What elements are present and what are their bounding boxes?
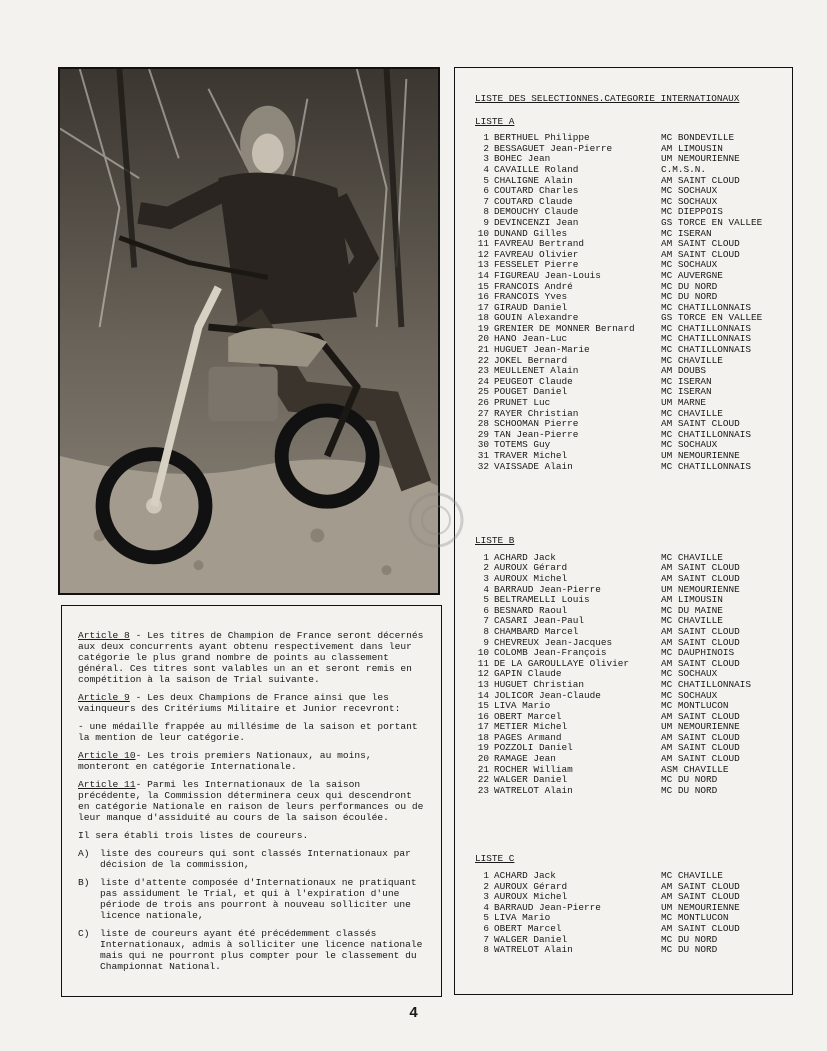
rider-name: CHAMBARD Marcel: [494, 626, 579, 637]
club-name: UM MARNE: [661, 397, 707, 409]
row-number: 22: [477, 354, 489, 366]
club-name: AM DOUBS: [661, 365, 707, 377]
club-name: MC SOCHAUX: [661, 259, 718, 271]
row-number: 2: [483, 142, 489, 154]
row-number: 22: [477, 774, 489, 786]
rider-name: ACHARD Jack: [494, 552, 556, 563]
row-number: 19: [477, 742, 489, 754]
list-row: [475, 250, 786, 261]
list-a: [475, 133, 786, 472]
list-row: [475, 387, 786, 398]
list-row: [475, 585, 786, 596]
club-name: AM SAINT CLOUD: [661, 625, 740, 637]
club-name: C.M.S.N.: [661, 163, 707, 175]
row-number: 9: [483, 636, 489, 648]
list-row: [475, 606, 786, 617]
club-name: MC SOCHAUX: [661, 439, 718, 451]
rider-name: BESSAGUET Jean-Pierre: [494, 143, 613, 154]
list-row: [475, 271, 786, 282]
rider-name: CASARI Jean-Paul: [494, 616, 585, 627]
list-row: [475, 924, 786, 935]
list-row: [475, 659, 786, 670]
list-c: [475, 871, 786, 956]
club-name: AM SAINT CLOUD: [661, 710, 740, 722]
row-number: 23: [477, 784, 489, 796]
club-name: MC CHATILLONNAIS: [661, 460, 752, 472]
rider-name: GAPIN Claude: [494, 669, 562, 680]
row-number: 1: [483, 870, 489, 882]
rider-name: VAISSADE Alain: [494, 461, 573, 472]
rider-name: HANO Jean-Luc: [494, 334, 568, 345]
rider-name: DEVINCENZI Jean: [494, 217, 579, 228]
row-number: 31: [477, 450, 489, 461]
selection-lists: [454, 67, 793, 995]
article-9: [78, 692, 429, 714]
rider-name: CAVAILLE Roland: [494, 164, 579, 175]
list-row: [475, 451, 786, 462]
list-row: [475, 186, 786, 197]
rider-name: POZZOLI Daniel: [494, 743, 573, 754]
club-name: GS TORCE EN VALLEE: [661, 312, 763, 324]
club-name: UM NEMOURIENNE: [661, 153, 740, 165]
list-row: [475, 176, 786, 187]
list-c-title: LISTE C: [475, 853, 515, 865]
club-name: AM SAINT CLOUD: [661, 174, 740, 186]
article-9-title: Article 9: [78, 692, 130, 703]
rider-name: AUROUX Michel: [494, 892, 568, 903]
row-number: 25: [477, 386, 489, 398]
rider-name: BELTRAMELLI Louis: [494, 595, 590, 606]
rider-name: DEMOUCHY Claude: [494, 207, 579, 218]
list-row: [475, 218, 786, 229]
page-number: 4: [409, 1004, 418, 1021]
rider-name: SCHOOMAN Pierre: [494, 419, 579, 430]
watermark-stamp-icon: [404, 488, 468, 552]
list-letter: A): [78, 848, 90, 859]
regulations-articles: [61, 605, 442, 997]
list-text: liste de coureurs ayant été précédemment classés Internationaux, admis à solliciter une licence nationale mais qui ne pourront plus compter pour le classement du Championnat National.: [100, 928, 423, 972]
row-number: 12: [477, 668, 489, 680]
row-number: 10: [477, 647, 489, 659]
rider-name: RAYER Christian: [494, 408, 579, 419]
row-number: 2: [483, 562, 489, 574]
list-row: [475, 680, 786, 691]
row-number: 23: [477, 365, 489, 377]
row-number: 32: [477, 460, 489, 472]
club-name: MC DU NORD: [661, 933, 718, 945]
row-number: 5: [483, 174, 489, 186]
list-row: [475, 935, 786, 946]
rider-name: WATRELOT Alain: [494, 785, 573, 796]
row-number: 14: [477, 689, 489, 701]
club-name: ASM CHAVILLE: [661, 763, 729, 775]
article-8-text: - Les titres de Champion de France seront décernés aux deux concurrents ayant obtenu respectivement dans leur catégorie le plus grand nombre de points au classement général. Ces titres sont valables un an et seront remis en compétition à la saison de Trial suivante.: [78, 630, 424, 685]
club-name: MC MONTLUCON: [661, 700, 729, 712]
row-number: 11: [477, 238, 489, 250]
club-name: MC CHAVILLE: [661, 354, 723, 366]
club-name: AM SAINT CLOUD: [661, 562, 740, 574]
club-name: MC CHAVILLE: [661, 551, 723, 563]
row-number: 6: [483, 923, 489, 934]
club-name: AM SAINT CLOUD: [661, 742, 740, 754]
row-number: 6: [483, 604, 489, 616]
row-number: 18: [477, 731, 489, 743]
club-name: MC CHAVILLE: [661, 407, 723, 419]
list-row: [475, 691, 786, 702]
list-row: [475, 260, 786, 271]
rider-name: FIGUREAU Jean-Louis: [494, 270, 601, 281]
rider-name: HUGUET Jean-Marie: [494, 345, 590, 356]
row-number: 8: [483, 625, 489, 637]
row-number: 15: [477, 700, 489, 712]
rider-name: ACHARD Jack: [494, 871, 556, 882]
rider-name: BARRAUD Jean-Pierre: [494, 902, 601, 913]
list-row: [475, 754, 786, 765]
rider-name: PEUGEOT Claude: [494, 376, 573, 387]
row-number: 29: [477, 428, 489, 440]
row-number: 3: [483, 572, 489, 584]
club-name: MC BONDEVILLE: [661, 132, 735, 144]
rider-name: PAGES Armand: [494, 732, 562, 743]
list-row: [475, 282, 786, 293]
rider-name: BARRAUD Jean-Pierre: [494, 584, 601, 595]
club-name: UM NEMOURIENNE: [661, 450, 740, 461]
row-number: 20: [477, 753, 489, 765]
article-8: [78, 630, 429, 685]
list-row: [475, 430, 786, 441]
club-name: GS TORCE EN VALLEE: [661, 216, 763, 228]
list-text: liste des coureurs qui sont classés Internationaux par décision de la commission,: [100, 848, 411, 870]
rider-name: HUGUET Christian: [494, 679, 585, 690]
rider-name: COUTARD Claude: [494, 196, 573, 207]
row-number: 24: [477, 375, 489, 387]
row-number: 1: [483, 132, 489, 144]
row-number: 11: [477, 657, 489, 669]
list-row: [475, 595, 786, 606]
club-name: UM NEMOURIENNE: [661, 901, 740, 913]
rider-name: FAVREAU Bertrand: [494, 239, 585, 250]
row-number: 26: [477, 397, 489, 409]
list-row: [475, 765, 786, 776]
list-row: [475, 945, 786, 956]
rider-name: OBERT Marcel: [494, 711, 562, 722]
club-name: AM SAINT CLOUD: [661, 248, 740, 260]
club-name: MC ISERAN: [661, 375, 712, 387]
club-name: MC DU NORD: [661, 280, 718, 292]
club-name: AM SAINT CLOUD: [661, 891, 740, 903]
club-name: AM SAINT CLOUD: [661, 731, 740, 743]
club-name: UM NEMOURIENNE: [661, 721, 740, 733]
row-number: 4: [483, 901, 489, 913]
row-number: 16: [477, 710, 489, 722]
rider-name: POUGET Daniel: [494, 387, 568, 398]
club-name: UM NEMOURIENNE: [661, 583, 740, 595]
rider-name: OBERT Marcel: [494, 924, 562, 934]
article-11: [78, 779, 429, 823]
list-row: [475, 398, 786, 409]
row-number: 13: [477, 678, 489, 690]
rider-name: FESSELET Pierre: [494, 260, 579, 271]
row-number: 7: [483, 615, 489, 627]
row-number: 5: [483, 912, 489, 924]
club-name: MC DU NORD: [661, 944, 718, 956]
club-name: MC ISERAN: [661, 386, 712, 398]
club-name: MC CHATILLONNAIS: [661, 322, 752, 334]
rider-name: DUNAND Gilles: [494, 228, 568, 239]
list-row: [475, 197, 786, 208]
club-name: AM SAINT CLOUD: [661, 657, 740, 669]
article-11-text: - Parmi les Internationaux de la saison précédente, la Commission déterminera ceux qui descendront en catégorie Nationale en raison de leurs performances ou de leur manque d'assiduité au cours de la saison écoulée.: [78, 779, 424, 823]
row-number: 6: [483, 185, 489, 197]
club-name: MC CHATILLONNAIS: [661, 333, 752, 345]
article-8-title: Article 8: [78, 630, 130, 641]
rider-name: ROCHER William: [494, 764, 573, 775]
list-b-title: LISTE B: [475, 535, 515, 547]
rider-name: BESNARD Raoul: [494, 605, 568, 616]
club-name: MC SOCHAUX: [661, 195, 718, 207]
club-name: AM LIMOUSIN: [661, 142, 723, 154]
rider-name: LIVA Mario: [494, 701, 551, 712]
row-number: 19: [477, 322, 489, 334]
rider-name: JOKEL Bernard: [494, 355, 568, 366]
row-number: 20: [477, 333, 489, 345]
club-name: AM SAINT CLOUD: [661, 238, 740, 250]
list-row: [475, 627, 786, 638]
club-name: MC CHATILLONNAIS: [661, 678, 752, 690]
row-number: 3: [483, 153, 489, 165]
rider-name: COUTARD Charles: [494, 186, 579, 197]
club-name: MC CHAVILLE: [661, 615, 723, 627]
row-number: 30: [477, 439, 489, 451]
list-row: [475, 356, 786, 367]
row-number: 8: [483, 206, 489, 218]
row-number: 4: [483, 583, 489, 595]
rider-name: AUROUX Michel: [494, 573, 568, 584]
club-name: MC DU NORD: [661, 774, 718, 786]
row-number: 2: [483, 880, 489, 892]
club-name: MC DAUPHINOIS: [661, 647, 735, 659]
rider-name: GOUIN Alexandre: [494, 313, 579, 324]
club-name: MC MONTLUCON: [661, 912, 729, 924]
club-name: AM SAINT CLOUD: [661, 753, 740, 765]
rider-name: GRENIER DE MONNER Bernard: [494, 323, 635, 334]
row-number: 3: [483, 891, 489, 903]
list-letter: C): [78, 928, 90, 939]
article-9-text: - Les deux Champions de France ainsi que les vainqueurs des Critériums Militaire et Junior recevront:: [78, 692, 401, 714]
row-number: 5: [483, 594, 489, 606]
list-row: [475, 638, 786, 649]
row-number: 15: [477, 280, 489, 292]
list-row: [475, 377, 786, 388]
article-11-title: Article 11: [78, 779, 136, 790]
rider-name: TRAVER Michel: [494, 451, 568, 461]
list-row: [475, 775, 786, 786]
row-number: 18: [477, 312, 489, 324]
rider-name: FRANCOIS Yves: [494, 292, 568, 303]
rider-name: WATRELOT Alain: [494, 945, 573, 956]
club-name: AM SAINT CLOUD: [661, 923, 740, 934]
article-10-text: - Les trois premiers Nationaux, au moins, monteront en catégorie Internationale.: [78, 750, 372, 772]
club-name: AM SAINT CLOUD: [661, 572, 740, 584]
article-10: [78, 750, 429, 772]
club-name: MC CHATILLONNAIS: [661, 344, 752, 356]
row-number: 13: [477, 259, 489, 271]
club-name: MC DU MAINE: [661, 604, 723, 616]
list-row: [475, 786, 786, 797]
article-10-title: Article 10: [78, 750, 136, 761]
list-row: [475, 574, 786, 585]
row-number: 4: [483, 163, 489, 175]
club-name: MC DIEPPOIS: [661, 206, 723, 218]
club-name: MC DU NORD: [661, 291, 718, 303]
club-name: MC SOCHAUX: [661, 689, 718, 701]
row-number: 21: [477, 763, 489, 775]
row-number: 8: [483, 944, 489, 956]
list-item: [78, 877, 429, 921]
rider-name: CHALIGNE Alain: [494, 175, 573, 186]
rider-name: COLOMB Jean-François: [494, 648, 607, 659]
row-number: 16: [477, 291, 489, 303]
row-number: 17: [477, 721, 489, 733]
row-number: 7: [483, 933, 489, 945]
rider-name: PRUNET Luc: [494, 398, 551, 409]
row-number: 27: [477, 407, 489, 419]
row-number: 17: [477, 301, 489, 313]
list-b: [475, 553, 786, 797]
club-name: AM SAINT CLOUD: [661, 418, 740, 430]
selection-title: LISTE DES SELECTIONNES.CATEGORIE INTERNATIONAUX: [475, 93, 740, 104]
row-number: 28: [477, 418, 489, 430]
list-row: [475, 154, 786, 165]
list-row: [475, 366, 786, 377]
club-name: AM SAINT CLOUD: [661, 636, 740, 648]
rider-name: DE LA GAROULLAYE Olivier: [494, 658, 630, 669]
row-number: 7: [483, 195, 489, 207]
rider-name: FRANCOIS André: [494, 281, 573, 292]
club-name: AM SAINT CLOUD: [661, 880, 740, 892]
list-row: [475, 903, 786, 914]
rider-name: AUROUX Gérard: [494, 563, 568, 574]
club-name: MC ISERAN: [661, 227, 712, 239]
article-9-sub: - une médaille frappée au millésime de la saison et portant la mention de leur catégorie.: [78, 721, 418, 743]
rider-name: WALGER Daniel: [494, 775, 568, 786]
motorcycle-trial-photo: [58, 67, 440, 595]
rider-name: RAMAGE Jean: [494, 754, 556, 765]
row-number: 14: [477, 269, 489, 281]
rider-name: WALGER Daniel: [494, 934, 568, 945]
club-name: MC SOCHAUX: [661, 668, 718, 680]
club-name: MC CHATILLONNAIS: [661, 301, 752, 313]
club-name: MC DU NORD: [661, 784, 718, 796]
rider-name: AUROUX Gérard: [494, 881, 568, 892]
club-name: MC CHATILLONNAIS: [661, 428, 752, 440]
rider-name: GIRAUD Daniel: [494, 302, 568, 313]
list-row: [475, 133, 786, 144]
row-number: 21: [477, 344, 489, 356]
list-letter: B): [78, 877, 90, 888]
rider-name: CHEVREUX Jean-Jacques: [494, 637, 613, 648]
rider-name: TAN Jean-Pierre: [494, 429, 579, 440]
club-name: MC CHAVILLE: [661, 870, 723, 882]
club-name: MC AUVERGNE: [661, 269, 723, 281]
rider-name: LIVA Mario: [494, 913, 551, 924]
list-row: [475, 462, 786, 473]
list-a-title: LISTE A: [475, 115, 515, 127]
club-name: AM LIMOUSIN: [661, 594, 723, 606]
list-text: liste d'attente composée d'Internationaux ne pratiquant pas assidument le Trial, et qui à l'expiration d'une période de trois ans pourront à nouveau solliciter une licence nationale,: [100, 877, 417, 921]
list-row: [475, 165, 786, 176]
rider-name: METIER Michel: [494, 722, 568, 733]
list-item: [78, 848, 429, 870]
rider-on-trial-bike-image: [60, 69, 438, 593]
three-lists-statement: Il sera établi trois listes de coureurs.: [78, 830, 309, 841]
list-row: [475, 345, 786, 356]
row-number: 12: [477, 248, 489, 260]
rider-name: JOLICOR Jean-Claude: [494, 690, 601, 701]
row-number: 1: [483, 551, 489, 563]
row-number: 10: [477, 227, 489, 239]
list-item: [78, 928, 429, 972]
rider-name: BERTHUEL Philippe: [494, 133, 590, 144]
rider-name: BOHEC Jean: [494, 154, 551, 165]
rider-name: TOTEMS Guy: [494, 440, 551, 451]
rider-name: MEULLENET Alain: [494, 366, 579, 377]
row-number: 9: [483, 216, 489, 228]
rider-name: FAVREAU Olivier: [494, 249, 579, 260]
club-name: MC SOCHAUX: [661, 185, 718, 197]
